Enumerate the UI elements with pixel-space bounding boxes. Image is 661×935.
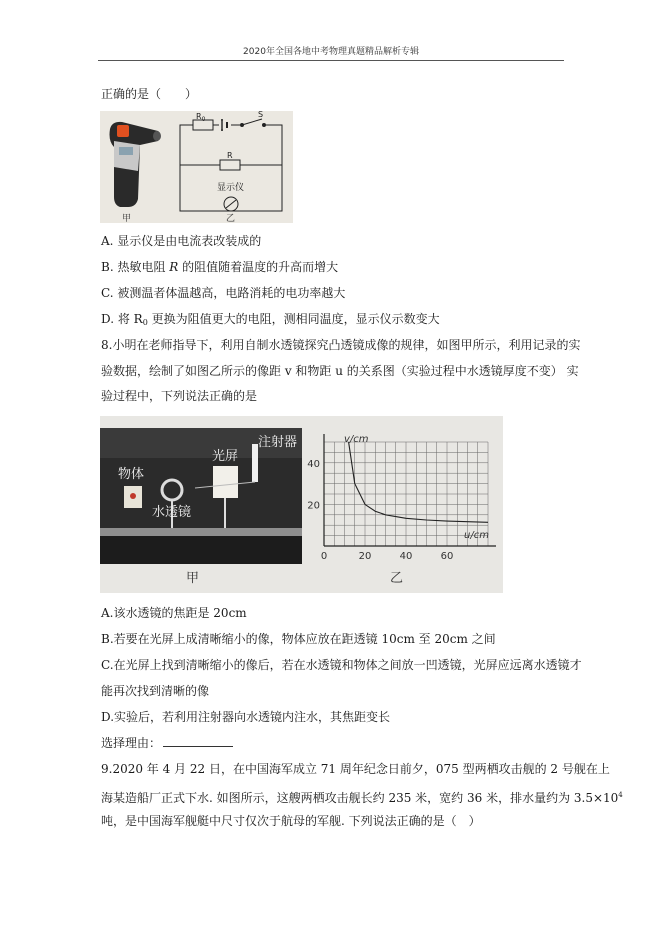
q8-stem-line3: 验过程中，下列说法正确的是 — [101, 389, 258, 403]
graph-x-label: u/cm — [464, 530, 489, 541]
x-tick-label: 0 — [320, 551, 328, 562]
q8-figure — [100, 416, 503, 593]
q8-option-a: A.该水透镜的焦距是 20cm — [101, 606, 247, 620]
q8-option-c-line2: 能再次找到清晰的像 — [101, 684, 210, 698]
q7-option-c: C. 被测温者体温越高，电路消耗的电功率越大 — [101, 286, 346, 300]
x-tick-label: 60 — [440, 551, 454, 562]
q7-figure — [100, 111, 293, 223]
q7-label-jia: 甲 — [122, 214, 132, 223]
label-r: R — [227, 151, 233, 160]
q7-option-b: B. 热敏电阻 R 的阻值随着温度的升高而增大 — [101, 260, 339, 274]
label-object: 物体 — [118, 467, 145, 482]
q8-reason: 选择理由： — [101, 735, 233, 751]
q8-stem-line2: 验数据，绘制了如图乙所示的像距 v 和物距 u 的关系图（实验过程中水透镜厚度不变） 实 — [101, 364, 579, 378]
q9-line2: 海某造船厂正式下水. 如图所示，这艘两栖攻击舰长约 235 米，宽约 36 米，排水量约为 $3.5\times 10^4$ — [101, 791, 623, 805]
label-r0: $R_0$ — [196, 112, 206, 123]
y-tick-label: 40 — [307, 458, 320, 470]
q7-figure-svg — [100, 111, 293, 223]
q8-stem-line1: 8.小明在老师指导下，利用自制水透镜探究凸透镜成像的规律，如图甲所示，利用记录的实 — [101, 338, 581, 352]
q8-label-yi: 乙 — [390, 571, 404, 586]
q7-stem-end: 正确的是（ ） — [101, 87, 198, 101]
q7-option-d: D. 将 $R_0$ 更换为阻值更大的电阻，测相同温度，显示仪示数变大 — [101, 312, 440, 327]
graph-y-label: v/cm — [344, 434, 369, 445]
reason-blank[interactable] — [163, 735, 233, 747]
q8-option-d: D.实验后，若利用注射器向水透镜内注水，其焦距变长 — [101, 710, 391, 724]
page-header: 2020年全国各地中考物理真题精品解析专辑 — [98, 44, 564, 61]
q7-label-yi: 乙 — [226, 214, 236, 223]
label-screen: 光屏 — [212, 449, 239, 464]
y-tick-label: 20 — [307, 500, 320, 512]
x-tick-label: 40 — [399, 551, 413, 562]
q8-label-jia: 甲 — [186, 571, 200, 586]
label-syringe: 注射器 — [258, 435, 298, 450]
q8-option-c-line1: C.在光屏上找到清晰缩小的像后，若在水透镜和物体之间放一凹透镜，光屏应远离水透镜才 — [101, 658, 582, 672]
label-water-lens: 水透镜 — [152, 505, 192, 520]
q8-figure-svg — [100, 416, 503, 593]
x-tick-label: 20 — [358, 551, 372, 562]
q9-line1: 9.2020 年 4 月 22 日，在中国海军成立 71 周年纪念日前夕，075 型两栖攻击舰的 2 号舰在上 — [101, 762, 610, 776]
q7-option-a: A. 显示仪是由电流表改装成的 — [101, 234, 262, 248]
q8-option-b: B.若要在光屏上成清晰缩小的像，物体应放在距透镜 10cm 至 20cm 之间 — [101, 632, 496, 646]
label-display: 显示仪 — [217, 183, 245, 193]
q9-line3: 吨，是中国海军舰艇中尺寸仅次于航母的军舰. 下列说法正确的是（ ） — [101, 814, 481, 828]
label-s: S — [258, 111, 264, 119]
